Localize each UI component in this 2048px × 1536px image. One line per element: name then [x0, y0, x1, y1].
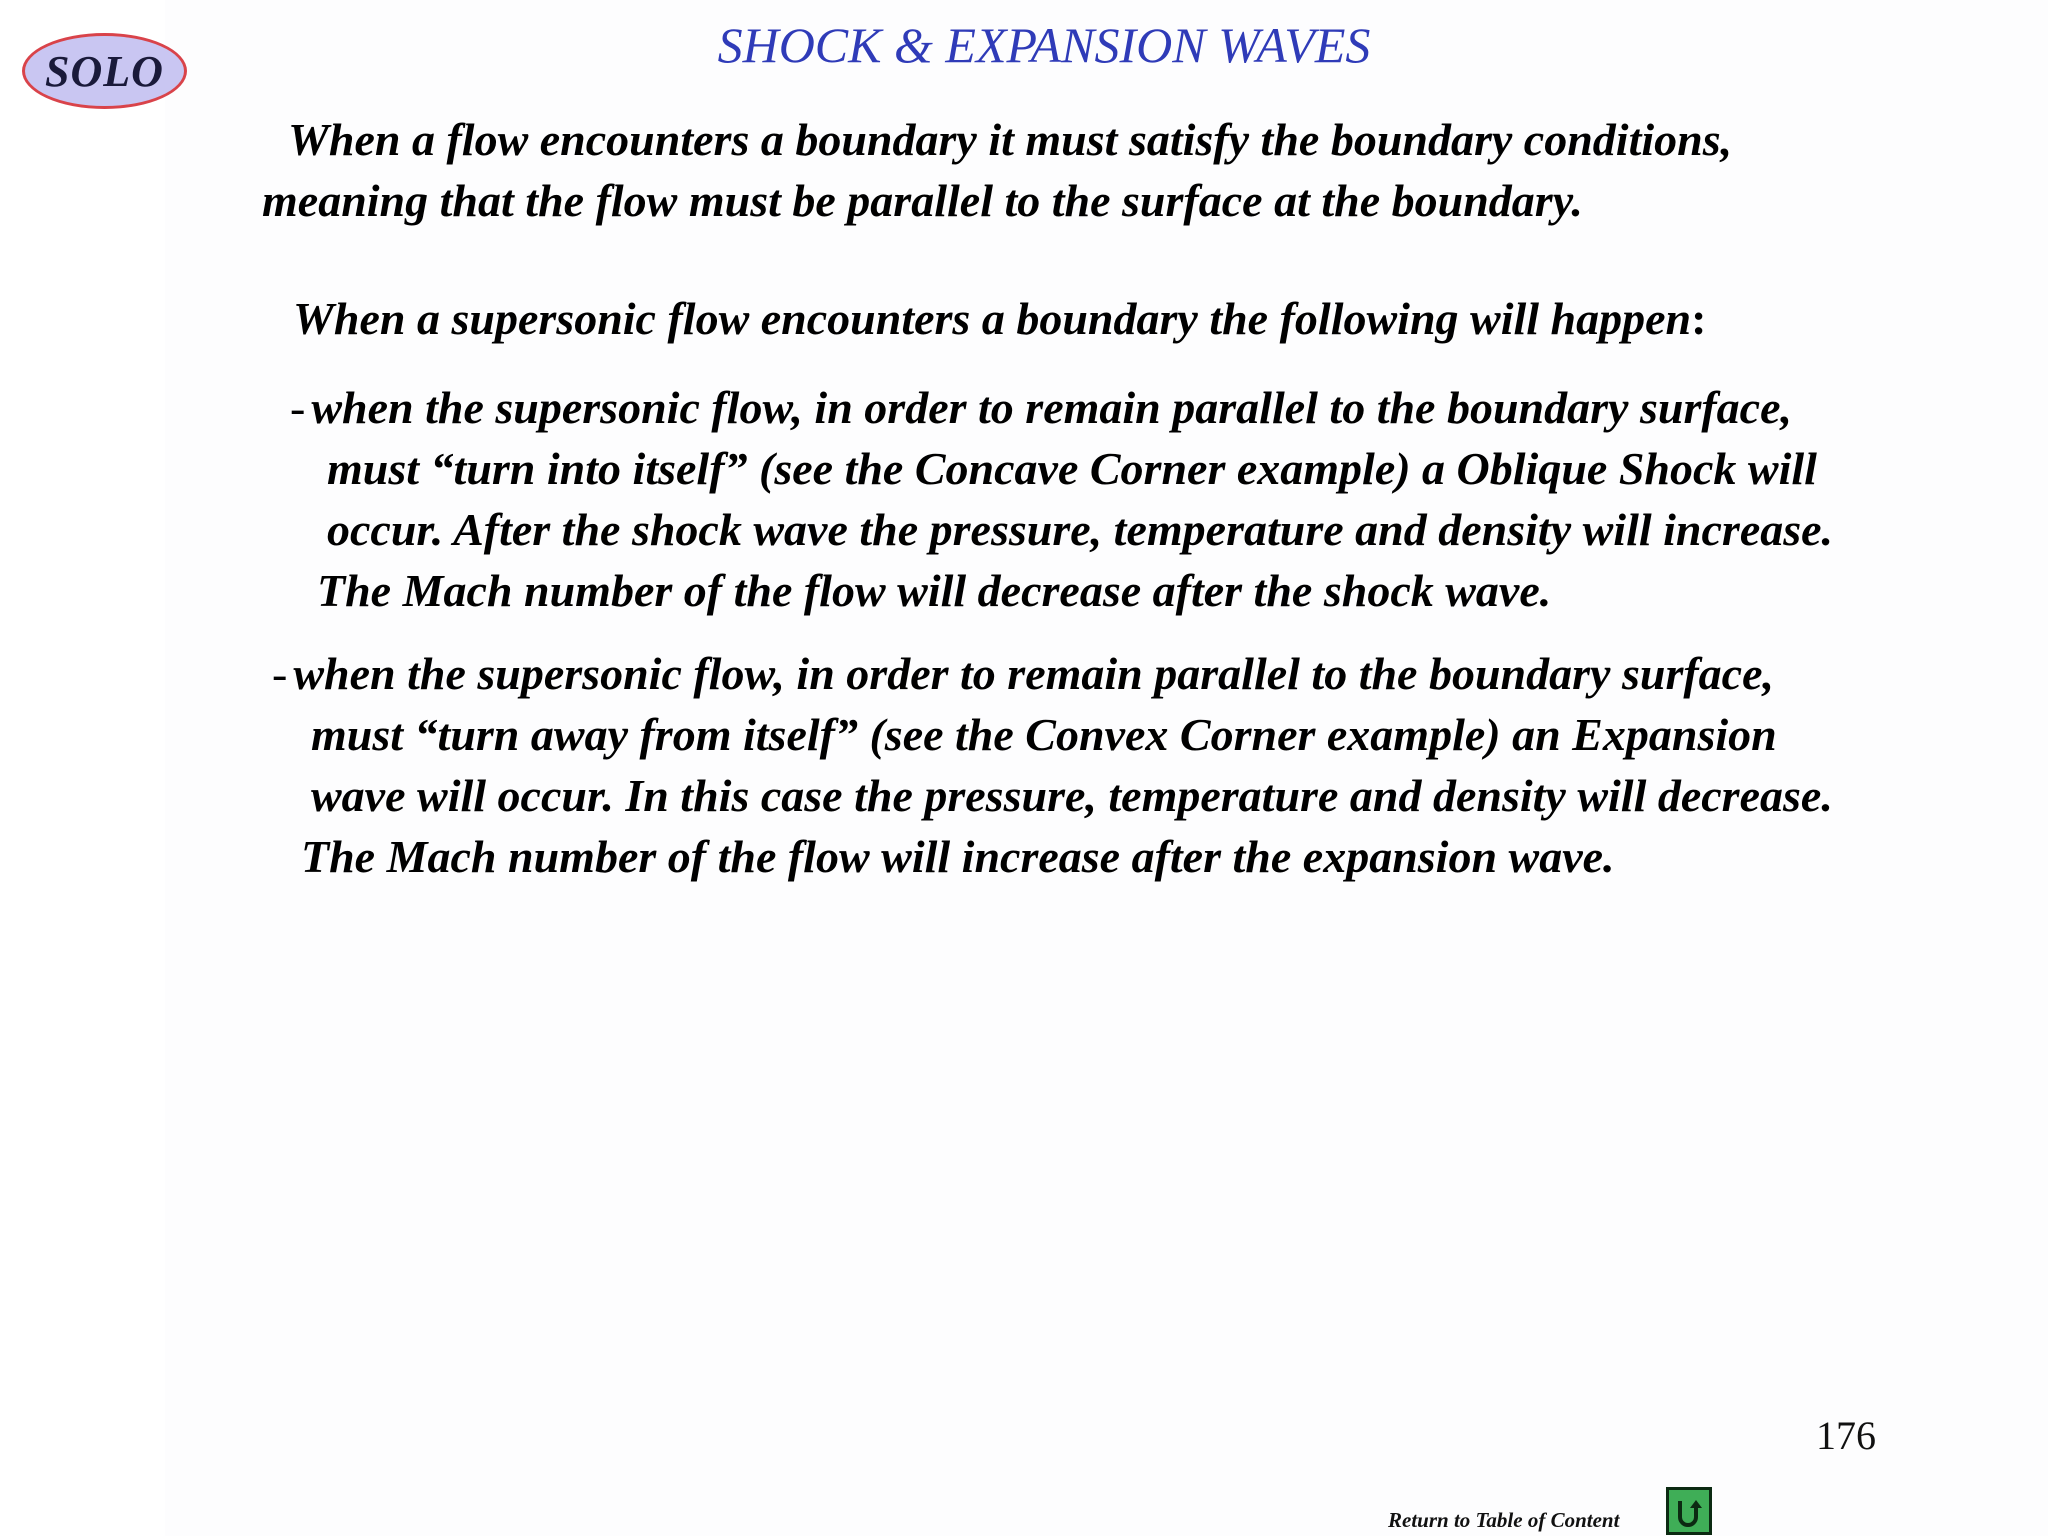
return-to-toc-button[interactable]	[1666, 1487, 1712, 1535]
bullet-dash: -	[290, 382, 306, 433]
shock-bullet-text-1: when the supersonic flow, in order to remain parallel to the boundary surface,	[311, 382, 1792, 433]
return-to-toc-link[interactable]: Return to Table of Content	[1388, 1508, 1620, 1532]
expansion-bullet-line-1	[272, 644, 1774, 704]
boundary-line-2: meaning that the flow must be parallel to the surface at the boundary.	[262, 175, 1583, 226]
shock-bullet-line-2: must “turn into itself” (see the Concave Corner example) a Oblique Shock will	[327, 443, 1817, 494]
slide-title: SHOCK & EXPANSION WAVES	[717, 17, 1371, 73]
shock-bullet-line-4: The Mach number of the flow will decrease after the shock wave.	[317, 565, 1552, 616]
shock-bullet-line-3: occur. After the shock wave the pressure, temperature and density will increase.	[327, 504, 1834, 555]
bullet-dash: -	[272, 648, 288, 699]
expansion-bullet-line-3: wave will occur. In this case the pressure, temperature and density will decrease.	[311, 770, 1833, 821]
shock-bullet-line-1	[290, 378, 1792, 438]
supersonic-intro	[293, 289, 1706, 349]
supersonic-intro-text: When a supersonic flow encounters a boundary the following will happen	[293, 293, 1692, 344]
supersonic-intro-colon: :	[1691, 293, 1707, 344]
boundary-line-1: When a flow encounters a boundary it must satisfy the boundary conditions,	[288, 114, 1733, 165]
expansion-bullet-line-2: must “turn away from itself” (see the Convex Corner example) an Expansion	[311, 709, 1777, 760]
page-number: 176	[1816, 1413, 1876, 1458]
logo-text: SOLO	[45, 46, 164, 96]
expansion-bullet-line-4: The Mach number of the flow will increase after the expansion wave.	[301, 831, 1615, 882]
return-arrow-icon	[1671, 1493, 1707, 1529]
expansion-bullet-text-1: when the supersonic flow, in order to remain parallel to the boundary surface,	[293, 648, 1774, 699]
